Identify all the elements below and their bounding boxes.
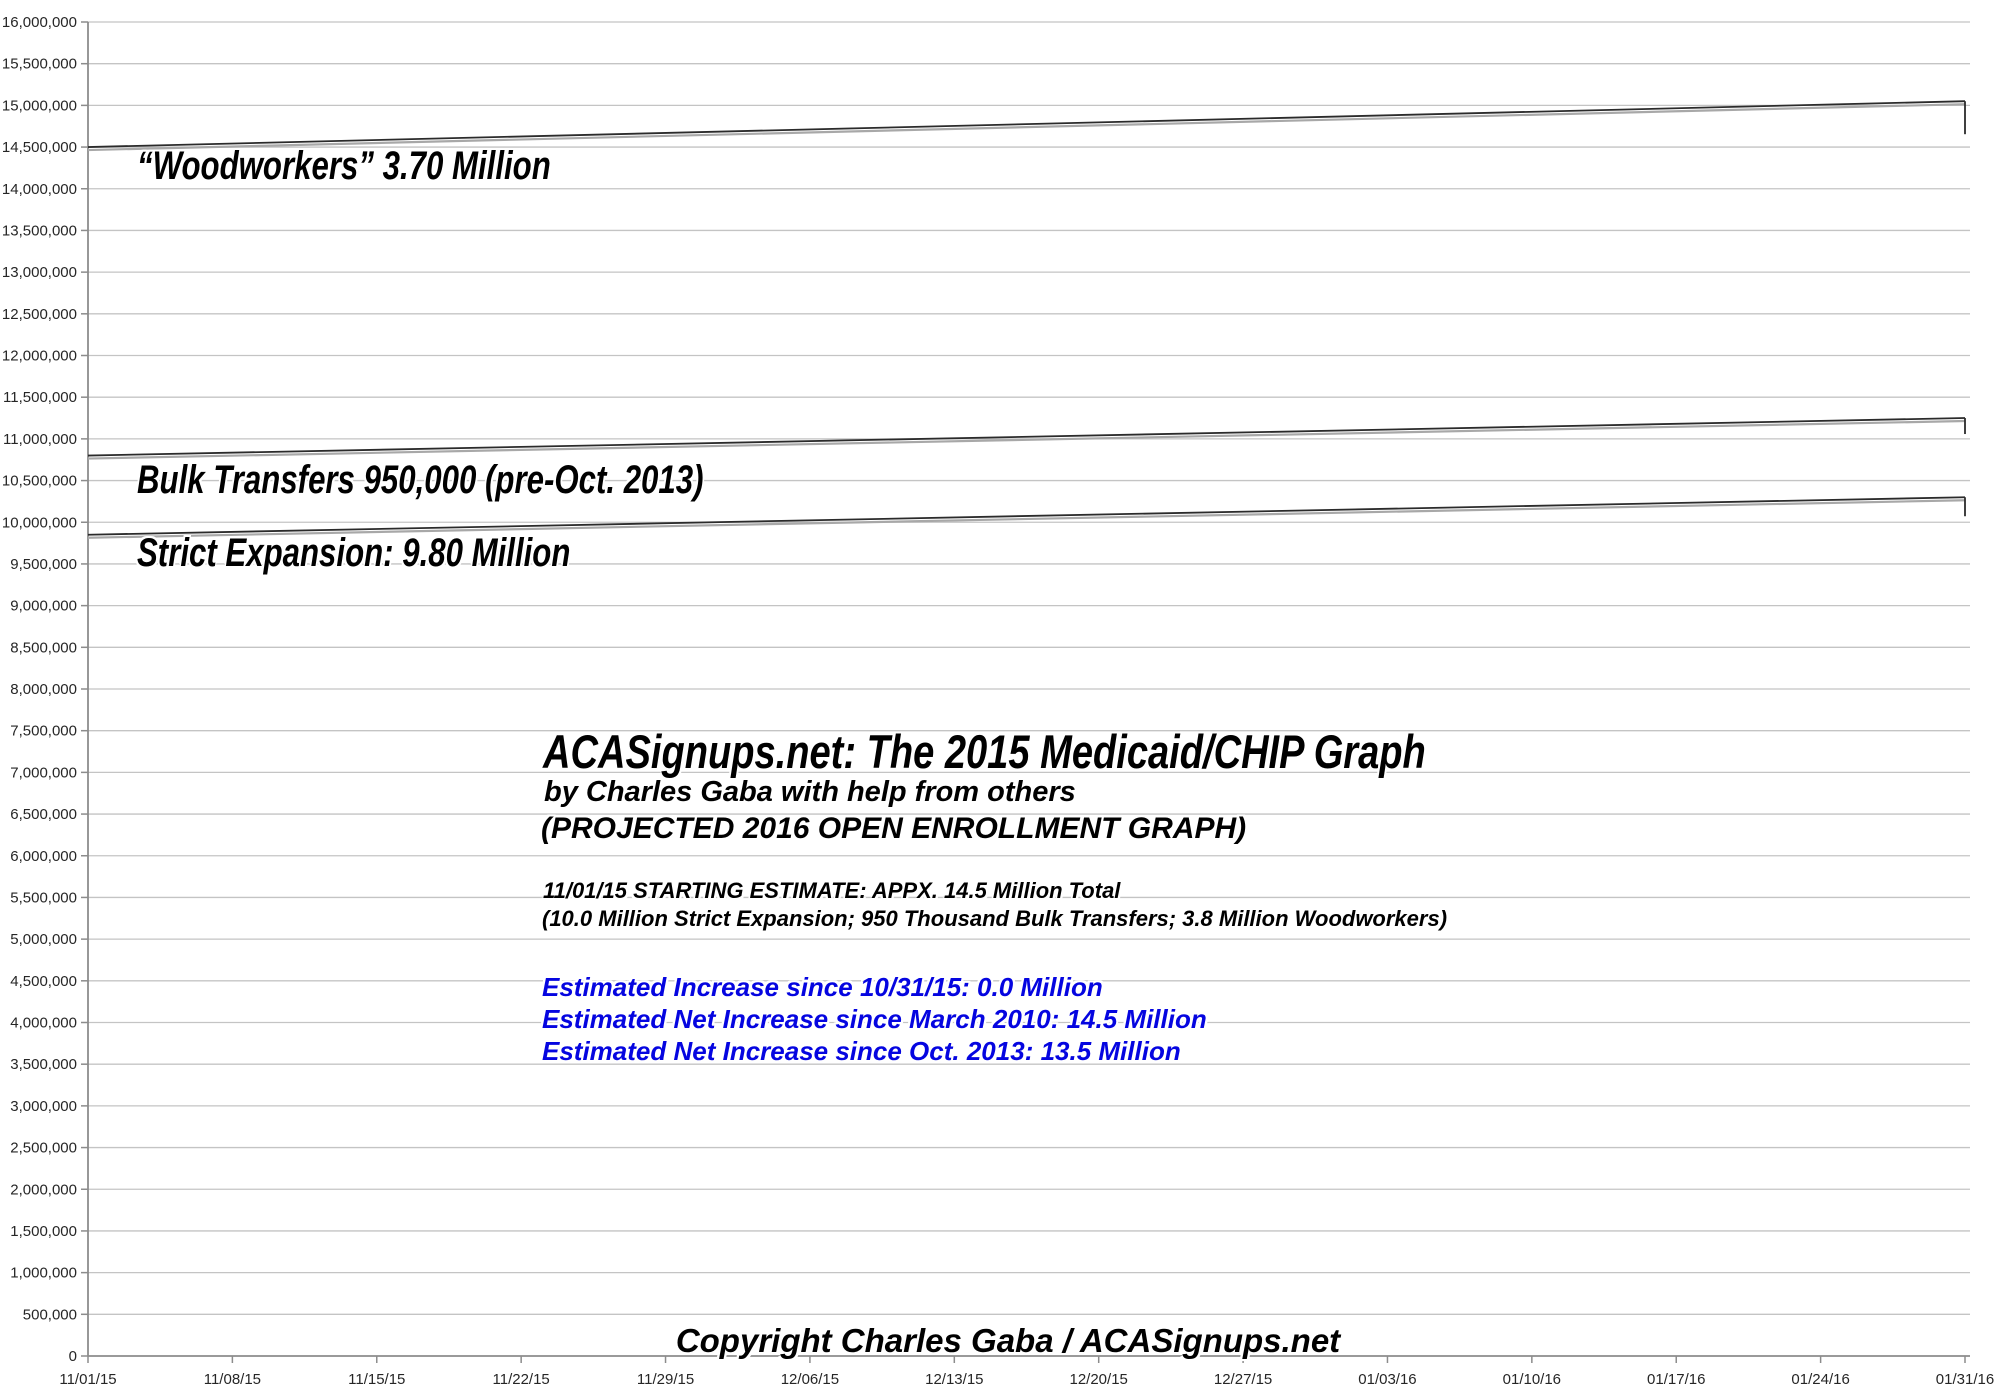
x-tick-label: 01/24/16	[1791, 1371, 1850, 1388]
y-tick-label: 5,500,000	[10, 889, 77, 907]
y-tick-label: 0	[68, 1348, 77, 1365]
y-tick-label: 9,000,000	[10, 597, 77, 615]
y-tick-label: 8,500,000	[10, 639, 77, 657]
y-tick-label: 8,000,000	[10, 681, 77, 698]
y-tick-label: 14,500,000	[1, 139, 77, 157]
series-line-strict-expansion	[88, 497, 1965, 535]
chart-subtitle-projected: (PROJECTED 2016 OPEN ENROLLMENT GRAPH)	[541, 812, 1247, 845]
starting-estimate-note: 11/01/15 STARTING ESTIMATE: APPX. 14.5 Million Total	[543, 878, 1121, 903]
y-tick-label: 13,000,000	[1, 264, 77, 282]
y-tick-label: 500,000	[22, 1306, 77, 1324]
y-tick-label: 15,500,000	[1, 55, 77, 73]
x-tick-label: 11/15/15	[348, 1371, 406, 1388]
x-tick-label: 11/01/15	[59, 1371, 117, 1388]
y-tick-label: 2,500,000	[10, 1139, 77, 1157]
x-tick-label: 12/27/15	[1213, 1371, 1273, 1388]
x-tick-label: 12/20/15	[1069, 1371, 1128, 1388]
y-tick-label: 11,500,000	[3, 389, 77, 407]
y-tick-label: 4,500,000	[10, 972, 77, 990]
y-tick-label: 7,500,000	[10, 722, 77, 740]
y-tick-label: 7,000,000	[10, 764, 77, 782]
series-label-woodworkers: “Woodworkers” 3.70 Million	[137, 144, 551, 188]
y-tick-label: 6,500,000	[10, 806, 77, 824]
y-tick-label: 2,000,000	[10, 1181, 77, 1199]
y-tick-label: 1,000,000	[10, 1264, 77, 1282]
series-line-strict-plus-bulk-transfers	[88, 418, 1965, 456]
x-tick-label: 11/29/15	[636, 1371, 695, 1388]
y-tick-label: 13,500,000	[1, 222, 77, 240]
y-tick-label: 12,000,000	[1, 347, 77, 365]
series-label-strict-expansion: Strict Expansion: 9.80 Million	[137, 531, 571, 575]
x-tick-label: 12/13/15	[925, 1371, 984, 1388]
chart-title: ACASignups.net: The 2015 Medicaid/CHIP Graph	[543, 725, 1426, 778]
y-tick-label: 10,500,000	[1, 472, 77, 490]
y-tick-label: 6,000,000	[10, 847, 77, 865]
y-tick-label: 1,500,000	[10, 1222, 77, 1240]
y-tick-label: 3,000,000	[10, 1097, 77, 1115]
y-tick-label: 12,500,000	[1, 305, 77, 323]
x-tick-label: 01/17/16	[1647, 1371, 1706, 1388]
x-tick-label: 01/03/16	[1358, 1371, 1417, 1388]
y-tick-label: 3,500,000	[10, 1056, 77, 1074]
x-tick-label: 01/31/16	[1935, 1371, 1995, 1388]
chart-subtitle: by Charles Gaba with help from others	[544, 776, 1076, 808]
starting-estimate-breakdown: (10.0 Million Strict Expansion; 950 Thousand Bulk Transfers; 3.8 Million Woodworkers)	[542, 906, 1448, 931]
y-tick-label: 16,000,000	[1, 14, 77, 31]
y-tick-label: 4,000,000	[10, 1014, 77, 1032]
y-tick-label: 10,000,000	[1, 514, 77, 532]
y-tick-label: 15,000,000	[1, 97, 77, 115]
copyright-line: Copyright Charles Gaba / ACASignups.net	[675, 1322, 1341, 1359]
series-line-total-including-woodworkers	[88, 101, 1965, 147]
x-tick-label: 01/10/16	[1502, 1371, 1562, 1388]
y-tick-label: 14,000,000	[1, 180, 77, 198]
estimate-net-increase-since-2013: Estimated Net Increase since Oct. 2013: 13.5 Million	[542, 1036, 1181, 1066]
series-shadow-strict-plus-bulk-transfers	[88, 421, 1965, 459]
y-tick-label: 9,500,000	[10, 555, 77, 573]
y-tick-label: 11,000,000	[3, 430, 77, 448]
x-tick-label: 11/22/15	[492, 1371, 550, 1388]
x-tick-label: 12/06/15	[780, 1371, 840, 1388]
estimate-increase-since-oct31: Estimated Increase since 10/31/15: 0.0 Million	[542, 972, 1103, 1002]
y-tick-label: 5,000,000	[10, 931, 77, 949]
series-label-bulk-transfers: Bulk Transfers 950,000 (pre-Oct. 2013)	[137, 458, 704, 502]
x-tick-label: 11/08/15	[203, 1371, 262, 1388]
estimate-net-increase-since-2010: Estimated Net Increase since March 2010: 14.5 Million	[542, 1004, 1207, 1034]
